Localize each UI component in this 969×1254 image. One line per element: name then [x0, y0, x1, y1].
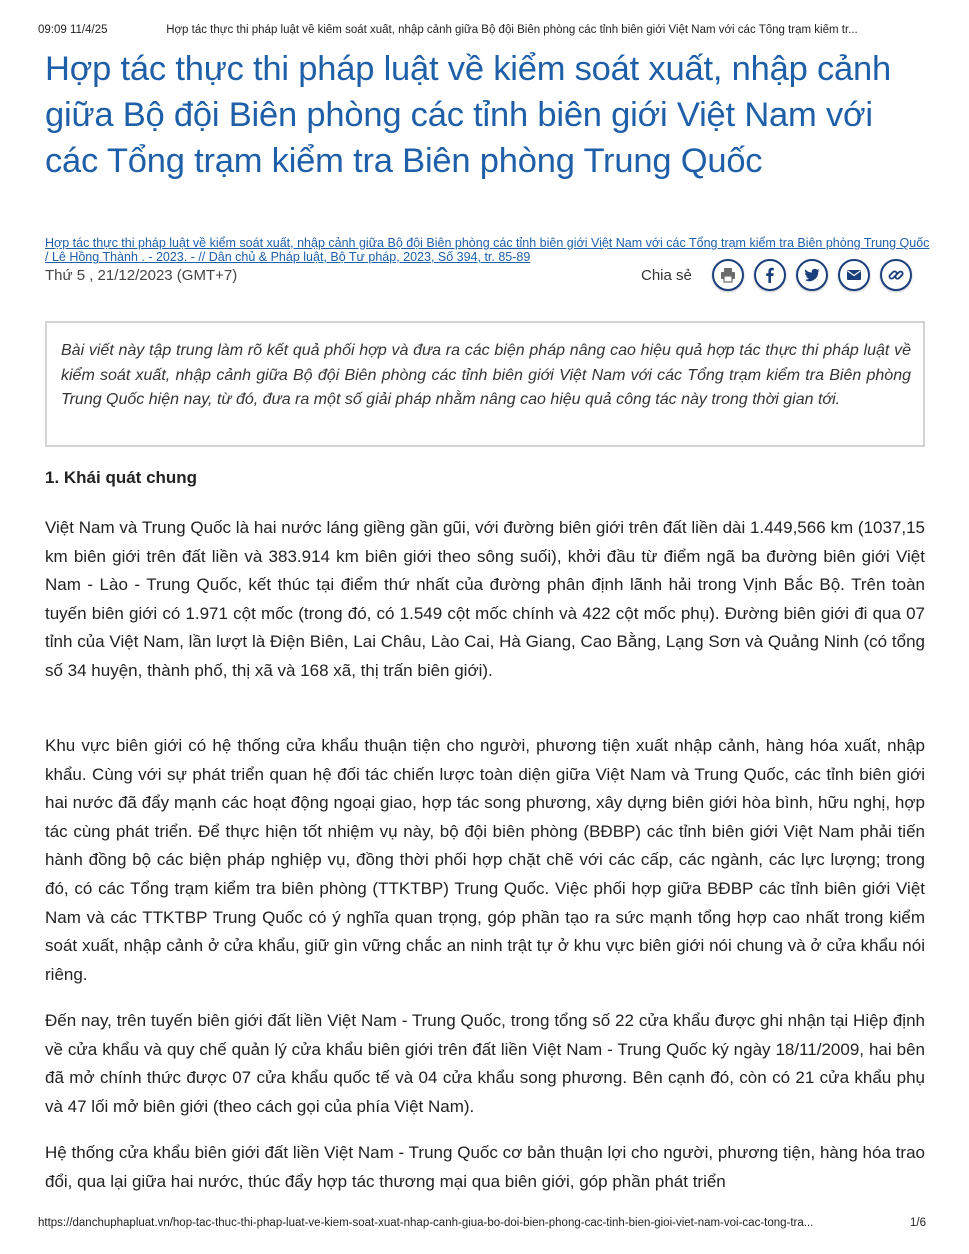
body-paragraph: Việt Nam và Trung Quốc là hai nước láng giềng gần gũi, với đường biên giới trên đất liền dài 1.449,566 km (1037,15 km biên giới trên đất liền và 383.914 km biên giới theo sông suối), khởi đầu từ điểm ngã ba đường biên giới Việt Nam - Lào - Trung Quốc, kết thúc tại điểm thứ nhất của đường phân định lãnh hải trong Vịnh Bắc Bộ. Trên toàn tuyến biên giới có 1.971 cột mốc (trong đó, có 1.549 cột mốc chính và 422 cột mốc phụ). Đường biên giới đi qua 07 tỉnh của Việt Nam, lần lượt là Điện Biên, Lai Châu, Lào Cai, Hà Giang, Cao Bằng, Lạng Sơn và Quảng Ninh (có tổng số 34 huyện, thành phố, thị xã và 168 xã, thị trấn biên giới).: [45, 518, 925, 680]
twitter-icon: [803, 266, 821, 284]
body-paragraph: Đến nay, trên tuyến biên giới đất liền Việt Nam - Trung Quốc, trong tổng số 22 cửa khẩu được ghi nhận tại Hiệp định về cửa khẩu và quy chế quản lý cửa khẩu biên giới trên đất liền Việt Nam - Trung Quốc ký ngày 18/11/2009, hai bên đã mở chính thức được 07 cửa khẩu quốc tế và 04 cửa khẩu song phương. Bên cạnh đó, còn có 21 cửa khẩu phụ và 47 lối mở biên giới (theo cách gọi của phía Việt Nam).: [45, 1011, 925, 1116]
article-title: Hợp tác thực thi pháp luật về kiểm soát xuất, nhập cảnh giữa Bộ đội Biên phòng các tỉnh biên giới Việt Nam với các Tổng trạm kiểm tra Biên phòng Trung Quốc: [45, 50, 891, 180]
email-share-button[interactable]: [838, 259, 870, 291]
facebook-share-button[interactable]: [754, 259, 786, 291]
email-icon: [845, 266, 863, 284]
page-number: 1/6: [910, 1217, 926, 1229]
citation-link[interactable]: Hợp tác thực thi pháp luật về kiểm soát xuất, nhập cảnh giữa Bộ đội Biên phòng các tỉnh biên giới Việt Nam với các Tổng trạm kiểm tra Biên phòng Trung Quốc / Lê Hồng Thành . - 2023. - // Dân chủ & Pháp luật, Bộ Tư pháp, 2023, Số 394, tr. 85-89: [45, 236, 930, 264]
body-paragraph: Khu vực biên giới có hệ thống cửa khẩu thuận tiện cho người, phương tiện xuất nhập cảnh, hàng hóa xuất, nhập khẩu. Cùng với sự phát triển quan hệ đối tác chiến lược toàn diện giữa Việt Nam và Trung Quốc, các tỉnh biên giới hai nước đã đẩy mạnh các hoạt động ngoại giao, hợp tác song phương, xây dựng biên giới hòa bình, hữu nghị, hợp tác cùng phát triển. Để thực hiện tốt nhiệm vụ này, bộ đội biên phòng (BĐBP) các tỉnh biên giới Việt Nam phải tiến hành đồng bộ các biện pháp nghiệp vụ, đồng thời phối hợp chặt chẽ với các cấp, các ngành, các lực lượng; trong đó, có các Tổng trạm kiểm tra biên phòng (TTKTBP) Trung Quốc. Việc phối hợp giữa BĐBP các tỉnh biên giới Việt Nam và các TTKTBP Trung Quốc có ý nghĩa quan trọng, góp phần tạo ra sức mạnh tổng hợp cao nhất trong kiểm soát xuất, nhập cảnh ở cửa khẩu, giữ gìn vững chắc an ninh trật tự ở khu vực biên giới nói chung và ở cửa khẩu nói riêng.: [45, 736, 925, 984]
share-label: Chia sẻ: [641, 267, 692, 284]
print-icon: [719, 266, 737, 284]
section-heading: 1. Khái quát chung: [45, 468, 198, 487]
print-timestamp: 09:09 11/4/25: [38, 24, 108, 36]
print-button[interactable]: [712, 259, 744, 291]
publish-date: Thứ 5 , 21/12/2023 (GMT+7): [45, 267, 238, 284]
article-abstract: Bài viết này tập trung làm rõ kết quả phối hợp và đưa ra các biện pháp nâng cao hiệu quả hợp tác thực thi pháp luật về kiểm soát xuất, nhập cảnh giữa Bộ đội Biên phòng các tỉnh biên giới Việt Nam với các Tổng trạm kiểm tra Biên phòng Trung Quốc hiện nay, từ đó, đưa ra một số giải pháp nhằm nâng cao hiệu quả công tác này trong thời gian tới.: [45, 321, 925, 447]
print-footer-url: https://danchuphapluat.vn/hop-tac-thuc-thi-phap-luat-ve-kiem-soat-xuat-nhap-canh-giua-bo-doi-bien-phong-cac-tinh-bien-gioi-viet-nam-voi-cac-tong-tra...: [38, 1217, 814, 1229]
body-paragraph: Hệ thống cửa khẩu biên giới đất liền Việt Nam - Trung Quốc cơ bản thuận lợi cho người, phương tiện, hàng hóa trao đổi, qua lại giữa hai nước, thúc đẩy hợp tác thương mại qua biên giới, góp phần phát triển: [45, 1143, 925, 1191]
print-page-title: Hợp tác thực thi pháp luật về kiểm soát xuất, nhập cảnh giữa Bộ đội Biên phòng các tỉnh biên giới Việt Nam với các Tổng trạm kiểm tr...: [166, 24, 858, 36]
link-icon: [887, 266, 905, 284]
facebook-icon: [761, 266, 779, 284]
print-header: [38, 24, 931, 36]
copy-link-button[interactable]: [880, 259, 912, 291]
twitter-share-button[interactable]: [796, 259, 828, 291]
